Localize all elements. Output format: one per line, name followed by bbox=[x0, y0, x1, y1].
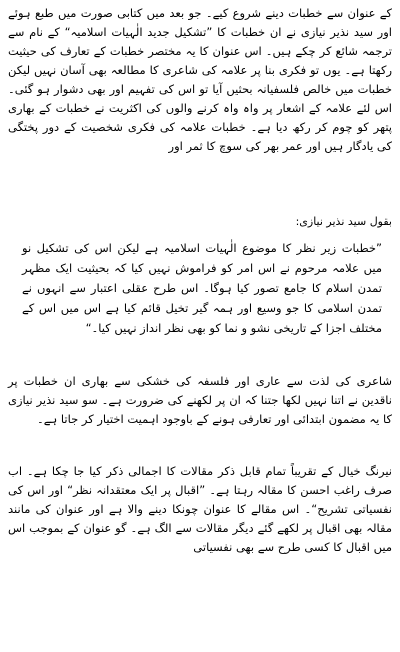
paragraph-2: شاعری کی لذت سے عاری اور فلسفہ کی خشکی سے بھاری ان خطبات پر ناقدین نے اتنا نہیں لکھا جتنا کہ ان پر لکھنے کی ضرورت ہے۔ سو سید نذیر نیازی کا یہ مضمون ابتدائی اور تعارفی ہونے کے باوجود اہمیت اختیار کر جاتا ہے۔ bbox=[8, 374, 392, 426]
attribution-line: بقول سید نذیر نیازی: bbox=[295, 215, 392, 228]
paragraph-1: کے عنوان سے خطبات دینے شروع کیے۔ جو بعد میں کتابی صورت میں طبع ہوئے اور سید نذیر نیازی نے ان خطبات کا ”تشکیل جدید الٰہیات اسلامیہ“ کے نام سے ترجمہ شائع کر چکے ہیں۔ اس عنوان کا یہ مختصر خطبات کے تعارف کی حیثیت رکھتا ہے۔ یوں تو فکری بنا پر علامہ کی شاعری کا مطالعہ بھی آسان نہیں لیکن خطبات میں خالص فلسفیانہ بحثیں آیا تو اس کی تفہیم اور بھی دشوار ہو گئی۔ اس لئے علامہ کے اشعار پر واہ واہ کرنے والوں کی اکثریت نے خطبات کے بھاری پتھر کو چوم کر رکھ دیا ہے۔ خطبات علامہ کی فکری شخصیت کے دور پختگی کی یادگار ہیں اور عمر بھر کی سوچ کا ثمر اور bbox=[8, 6, 392, 153]
paragraph-3: نیرنگ خیال کے تقریباً تمام قابل ذکر مقالات کا اجمالی ذکر کیا جا چکا ہے۔ اب صرف راغب احسن کا مقالہ رہتا ہے۔ ”اقبال پر ایک معتقدانہ نظر“ اور اس کی نفسیاتی تشریح“۔ اس مقالے کا عنوان چونکا دینے والا ہے اور عنوان کی مانند مقالہ بھی اقبال پر لکھے گئے دیگر مقالات سے الگ ہے۔ گو عنوان کے بموجب اس میں اقبال کا کسی طرح سے بھی نفسیاتی bbox=[8, 464, 392, 554]
block-quote: ”خطبات زیر نظر کا موضوع الٰہیات اسلامیہ ہے لیکن اس کی تشکیل نو میں علامہ مرحوم نے اس امر کو فراموش نہیں کیا کہ بحیثیت ایک مظہر تمدن اسلام کا جامع تصور کیا ہوگا۔ اس طرح عقلی اعتبار سے انہوں نے تمدن اسلامی کا جو وسیع اور ہمہ گیر تخیل قائم کیا ہے اس میں اس کے مختلف اجزا کے تاریخی نشو و نما کو بھی نظر انداز نہیں کیا۔“ bbox=[22, 241, 382, 335]
